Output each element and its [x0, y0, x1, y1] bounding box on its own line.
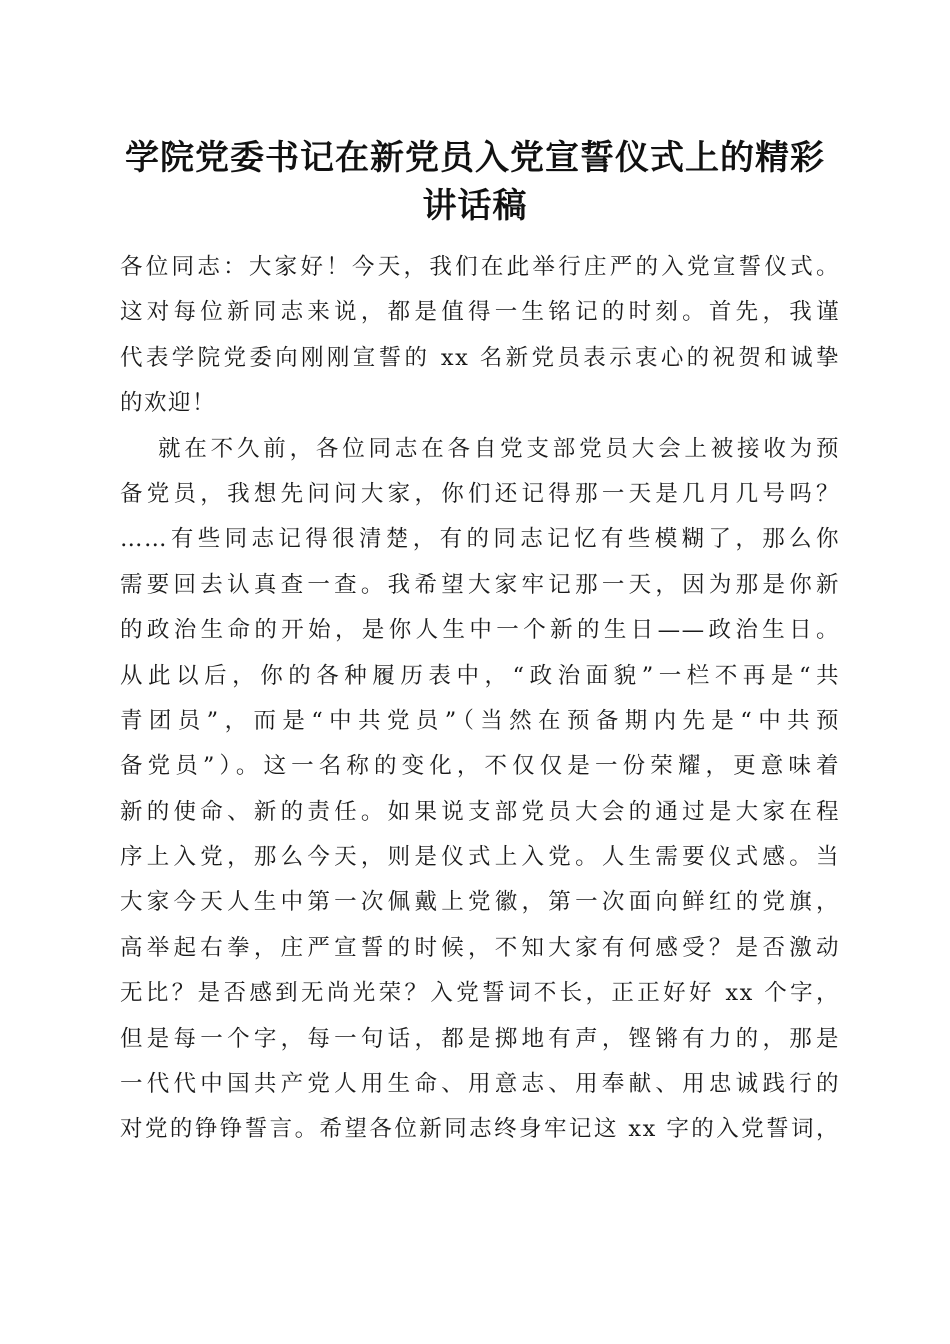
text-line: 这对每位新同志来说，都是值得一生铭记的时刻。首先，我谨 [120, 299, 840, 326]
text-line: 各位同志：大家好！今天，我们在此举行庄严的入党宣誓仪式。 [120, 254, 840, 280]
text-line: 序上入党，那么今天，则是仪式上入党。人生需要仪式感。当 [120, 844, 840, 871]
text-line: 大家今天人生中第一次佩戴上党徽，第一次面向鲜红的党旗， [120, 889, 840, 916]
text-line: 备党员，我想先问问大家，你们还记得那一天是几月几号吗？ [120, 480, 840, 507]
text-line: 无比？是否感到无尚光荣？入党誓词不长，正正好好 xx 个字， [120, 980, 840, 1007]
text-line: 的政治生命的开始，是你人生中一个新的生日——政治生日。 [120, 617, 840, 644]
page-title [100, 134, 850, 230]
text-line: 对党的铮铮誓言。希望各位新同志终身牢记这 xx 字的入党誓词， [120, 1116, 840, 1143]
text-line: ……有些同志记得很清楚，有的同志记忆有些模糊了，那么你 [120, 526, 840, 553]
text-line: 从此以后，你的各种履历表中，“政治面貌”一栏不再是“共 [120, 662, 840, 689]
paragraph-political-birthday [120, 427, 840, 1153]
text-line: 备党员”）。这一名称的变化，不仅仅是一份荣耀，更意味着 [120, 753, 840, 780]
text-line: 就在不久前，各位同志在各自党支部党员大会上被接收为预 [158, 435, 840, 462]
text-line: 需要回去认真查一查。我希望大家牢记那一天，因为那是你新 [120, 571, 840, 598]
paragraph-greeting [120, 245, 840, 427]
title-line-2: 讲话稿 [422, 186, 528, 226]
text-line: 的欢迎！ [120, 390, 217, 417]
text-line: 青团员”，而是“中共党员”（当然在预备期内先是“中共预 [120, 707, 840, 734]
document-body [120, 245, 840, 1153]
text-line: 高举起右拳，庄严宣誓的时候，不知大家有何感受？是否激动 [120, 934, 840, 961]
title-line-1: 学院党委书记在新党员入党宣誓仪式上的精彩 [125, 138, 825, 178]
text-line: 一代代中国共产党人用生命、用意志、用奉献、用忠诚践行的 [120, 1071, 840, 1098]
text-line: 新的使命、新的责任。如果说支部党员大会的通过是大家在程 [120, 798, 840, 825]
text-line: 代表学院党委向刚刚宣誓的 xx 名新党员表示衷心的祝贺和诚挚 [120, 344, 840, 371]
text-line: 但是每一个字，每一句话，都是掷地有声，铿锵有力的，那是 [120, 1025, 840, 1052]
